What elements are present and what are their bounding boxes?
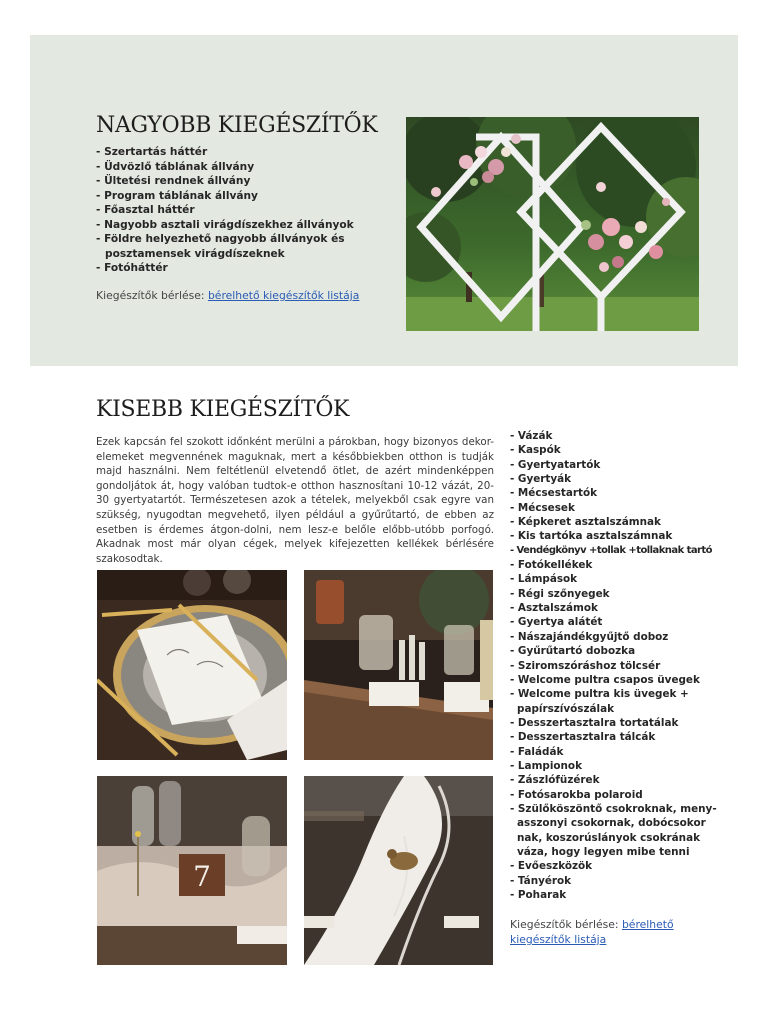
list-item: - Evőeszközök xyxy=(510,860,593,873)
large-rental-line xyxy=(96,289,359,302)
list-item: - Gyertyák xyxy=(510,473,572,486)
list-item: - Zászlófüzérek xyxy=(510,774,600,787)
list-item: - Welcome pultra csapos üvegek xyxy=(510,673,700,686)
list-item: - Nászajándékgyűjtő doboz xyxy=(510,630,669,643)
list-item: - Tányérok xyxy=(510,874,572,887)
place-setting-photo xyxy=(97,570,287,760)
list-item: - Vendégkönyv +tollak +tollaknak tartó xyxy=(510,544,712,556)
welcome-bar-photo xyxy=(304,570,493,760)
rental-list-link[interactable]: bérelhető kiegészítők listája xyxy=(207,289,360,302)
list-item: - Szertartás háttér xyxy=(96,146,208,158)
small-accessories-title: KISEBB KIEGÉSZÍTŐK xyxy=(96,397,350,422)
list-item: - Gyertyatartók xyxy=(510,458,601,471)
list-item: - Fotókellékek xyxy=(510,559,593,572)
list-item: - Vázák xyxy=(510,430,553,442)
rental-list-link[interactable]: bérelhető kiegészítők listája xyxy=(510,918,674,946)
list-item: - Gyűrűtartó dobozka xyxy=(510,645,636,658)
list-item: - Szülőköszöntő csokroknak, meny-asszonyi csokornak, dobócsokor nak, koszorúslányok csokrának váza, hogy legyen mibe tenni xyxy=(510,802,717,858)
list-item: - Régi szőnyegek xyxy=(510,587,610,600)
list-item: - Ültetési rendnek állvány xyxy=(96,175,251,187)
list-item: - Fotóháttér xyxy=(96,262,168,274)
list-item: - Mécsestartók xyxy=(510,487,598,500)
list-item: - Főasztal háttér xyxy=(96,204,195,216)
list-item: - Kis tartóka asztalszámnak xyxy=(510,530,673,543)
list-item: - Mécsesek xyxy=(510,501,575,514)
table-runner-photo xyxy=(304,776,493,965)
list-item: - Welcome pultra kis üvegek + papírszívószálak xyxy=(510,688,689,715)
list-item: - Poharak xyxy=(510,889,567,901)
large-accessories-list xyxy=(96,145,396,276)
small-rental-line xyxy=(510,917,710,947)
rental-label: Kiegészítők bérlése: xyxy=(510,918,622,931)
list-item: - Üdvözlő táblának állvány xyxy=(96,160,255,173)
list-item: - Desszertasztalra tálcák xyxy=(510,731,656,744)
small-accessories-list xyxy=(510,429,720,902)
rental-label: Kiegészítők bérlése: xyxy=(96,289,208,302)
list-item: - Faládák xyxy=(510,745,564,758)
list-item: - Sziromszóráshoz tölcsér xyxy=(510,659,661,672)
list-item: - Földre helyezhető nagyobb állványok és posztamensek virágdíszeknek xyxy=(96,233,345,260)
list-item: - Képkeret asztalszámnak xyxy=(510,516,661,529)
list-item: - Gyertya alátét xyxy=(510,616,603,629)
list-item: - Desszertasztalra tortatálak xyxy=(510,716,679,729)
table-number: 7 xyxy=(193,860,211,893)
small-accessories-paragraph: Ezek kapcsán fel szokott időnként merülni a párokban, hogy bizonyos dekor-elemeket megvennének maguknak, mert a későbbiekben otthon is tudják majd használni. Nem feltétlenül elvetendő ötlet, de azért mindenképpen gondoljátok át, hogy valóban tudtok-e otthon hasznosítani 10-12 vázát, 20-30 gyertyatartót. Természetesen azok a tételek, melyekből csak egyre van szükség, nyugodtan megvehető, ilyen például a gyűrűtartó, de ebben az esetben is érdemes átgon-dolni, nem lesz-e belőle előbb-utóbb porfogó. Akadnak most már olyan cégek, melyek kifejezetten kellékek bérlésére szakosodtak. xyxy=(96,436,494,565)
list-item: - Lampionok xyxy=(510,759,582,772)
list-item: - Nagyobb asztali virágdíszekhez állványok xyxy=(96,218,354,231)
wedding-arch-photo xyxy=(406,117,699,331)
table-number-photo xyxy=(97,776,287,965)
list-item: - Kaspók xyxy=(510,444,561,457)
list-item: - Lámpások xyxy=(510,573,578,586)
list-item: - Fotósarokba polaroid xyxy=(510,788,643,801)
large-accessories-title: NAGYOBB KIEGÉSZÍTŐK xyxy=(96,113,378,138)
list-item: - Asztalszámok xyxy=(510,602,598,615)
list-item: - Program táblának állvány xyxy=(96,189,258,202)
